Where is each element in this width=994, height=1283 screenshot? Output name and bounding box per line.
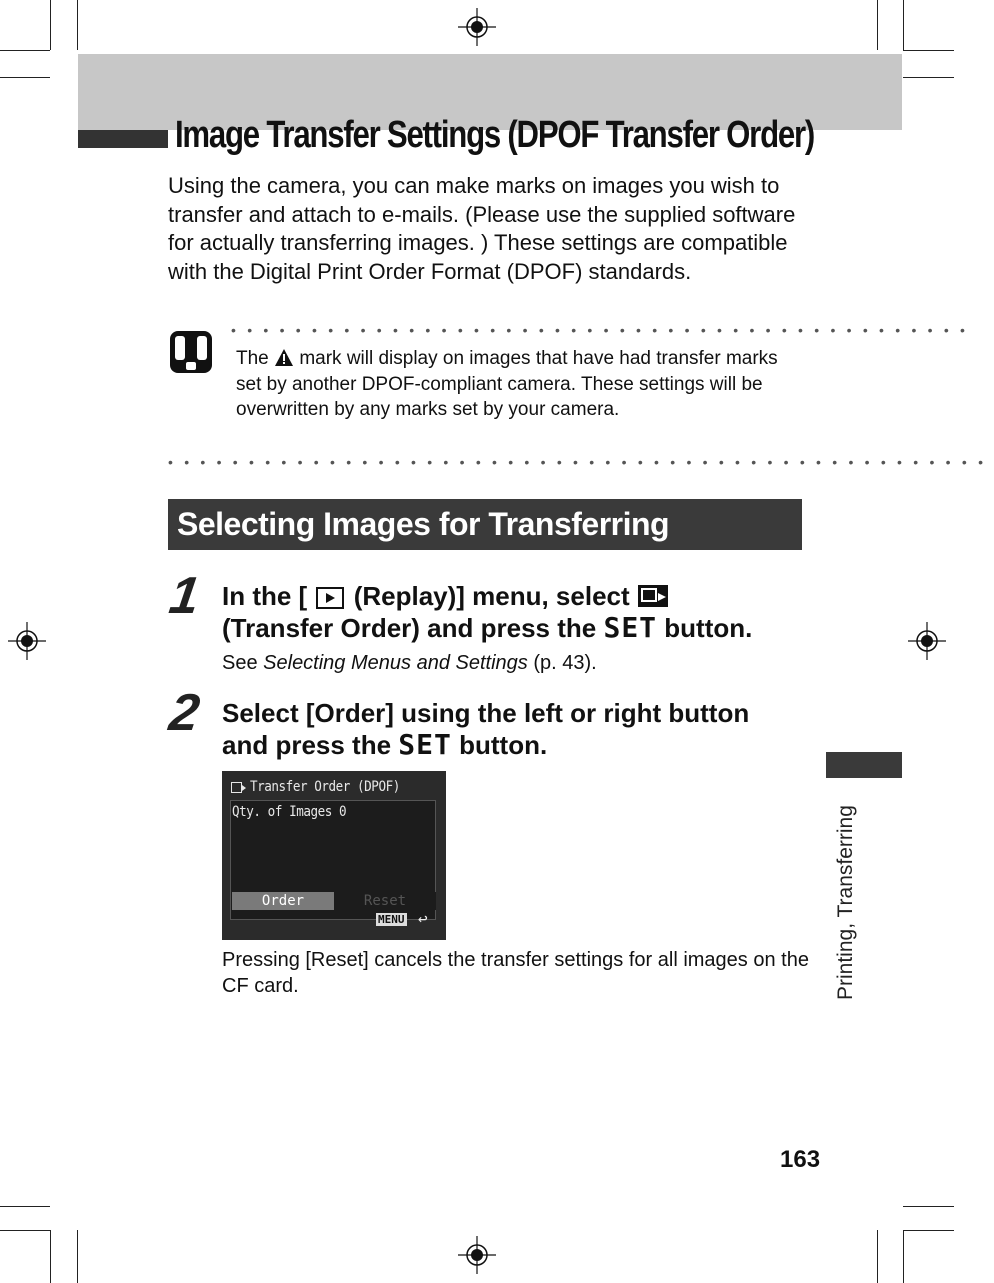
crop-mark [877, 0, 878, 50]
back-arrow-icon: ↩ [418, 909, 428, 928]
step2-line2-end: button. [459, 730, 548, 760]
caution-text-start: The [236, 348, 269, 369]
page-number: 163 [780, 1146, 821, 1173]
crop-mark [0, 1230, 50, 1231]
crop-mark [0, 50, 50, 51]
crop-mark [0, 1206, 50, 1207]
registration-mark-icon [458, 1236, 496, 1274]
lcd-title: Transfer Order (DPOF) [250, 779, 400, 795]
crop-mark [0, 77, 50, 78]
step1-line1-start: In the [ [222, 581, 308, 611]
side-tab [826, 752, 902, 778]
section-heading-text: Selecting Images for Transferring [177, 506, 670, 542]
see-link: Selecting Menus and Settings [263, 652, 528, 674]
crop-mark [903, 1206, 954, 1207]
transfer-order-icon [231, 782, 247, 795]
step1-line1-end: (Replay)] menu, select [353, 581, 630, 611]
step2-line1: Select [Order] using the left or right button [222, 698, 750, 728]
crop-mark [903, 0, 904, 50]
registration-mark-icon [908, 622, 946, 660]
crop-mark [903, 50, 954, 51]
crop-mark [50, 1230, 51, 1283]
crop-mark [903, 1230, 954, 1231]
camera-lcd-screen [222, 771, 446, 940]
crop-mark [877, 1230, 878, 1283]
crop-mark [77, 0, 78, 50]
lcd-order-option: Order [232, 892, 334, 910]
crop-mark [903, 77, 954, 78]
replay-menu-icon [316, 587, 344, 609]
header-bar [78, 130, 168, 148]
lcd-qty: Qty. of Images 0 [232, 804, 347, 820]
step2-line2-start: and press the [222, 730, 392, 760]
step1-line2 [222, 612, 752, 644]
reset-note: Pressing [Reset] cancels the transfer settings for all images on the CF card. [222, 949, 809, 997]
see-reference [222, 652, 597, 675]
lcd-menu-label: MENU [378, 913, 405, 926]
crop-mark [903, 1230, 904, 1283]
warning-triangle-icon [274, 348, 294, 367]
registration-mark-icon [8, 622, 46, 660]
see-suffix: (p. 43). [533, 652, 597, 674]
set-button-label: SET [398, 728, 452, 761]
step-number: 2 [165, 684, 203, 742]
side-label: Printing, Transferring [834, 805, 857, 1000]
lcd-reset-option: Reset [334, 892, 436, 910]
crop-mark [77, 1230, 78, 1283]
caution-icon [168, 329, 214, 375]
step1-line2-end: button. [664, 613, 753, 643]
see-prefix: See [222, 652, 258, 674]
intro-paragraph: Using the camera, you can make marks on images you wish to transfer and attach to e-mails. (Please use the supplied software for actually transferring images. ) These settings are compatible with the Digital Print Order Format (DPOF) standards. [168, 173, 796, 284]
step-number: 1 [165, 567, 203, 625]
step1-line1 [222, 581, 669, 612]
transfer-order-icon [637, 584, 669, 608]
dotted-divider: •••••••••••••••••••••••••••••••••••••••••••••• [231, 322, 977, 338]
step2-line2 [222, 729, 547, 761]
section-heading [168, 499, 802, 550]
set-button-label: SET [603, 611, 658, 644]
caution-text [236, 346, 806, 423]
page-title: Image Transfer Settings (DPOF Transfer Order) [175, 114, 815, 156]
caution-text-rest: mark will display on images that have had transfer marks set by another DPOF-compliant camera. These settings will be overwritten by any marks set by your camera. [236, 348, 778, 420]
crop-mark [50, 0, 51, 50]
registration-mark-icon [458, 8, 496, 46]
dotted-divider: ••••••••••••••••••••••••••••••••••••••••••••••••••• [168, 454, 994, 470]
step1-line2-start: (Transfer Order) and press the [222, 613, 597, 643]
